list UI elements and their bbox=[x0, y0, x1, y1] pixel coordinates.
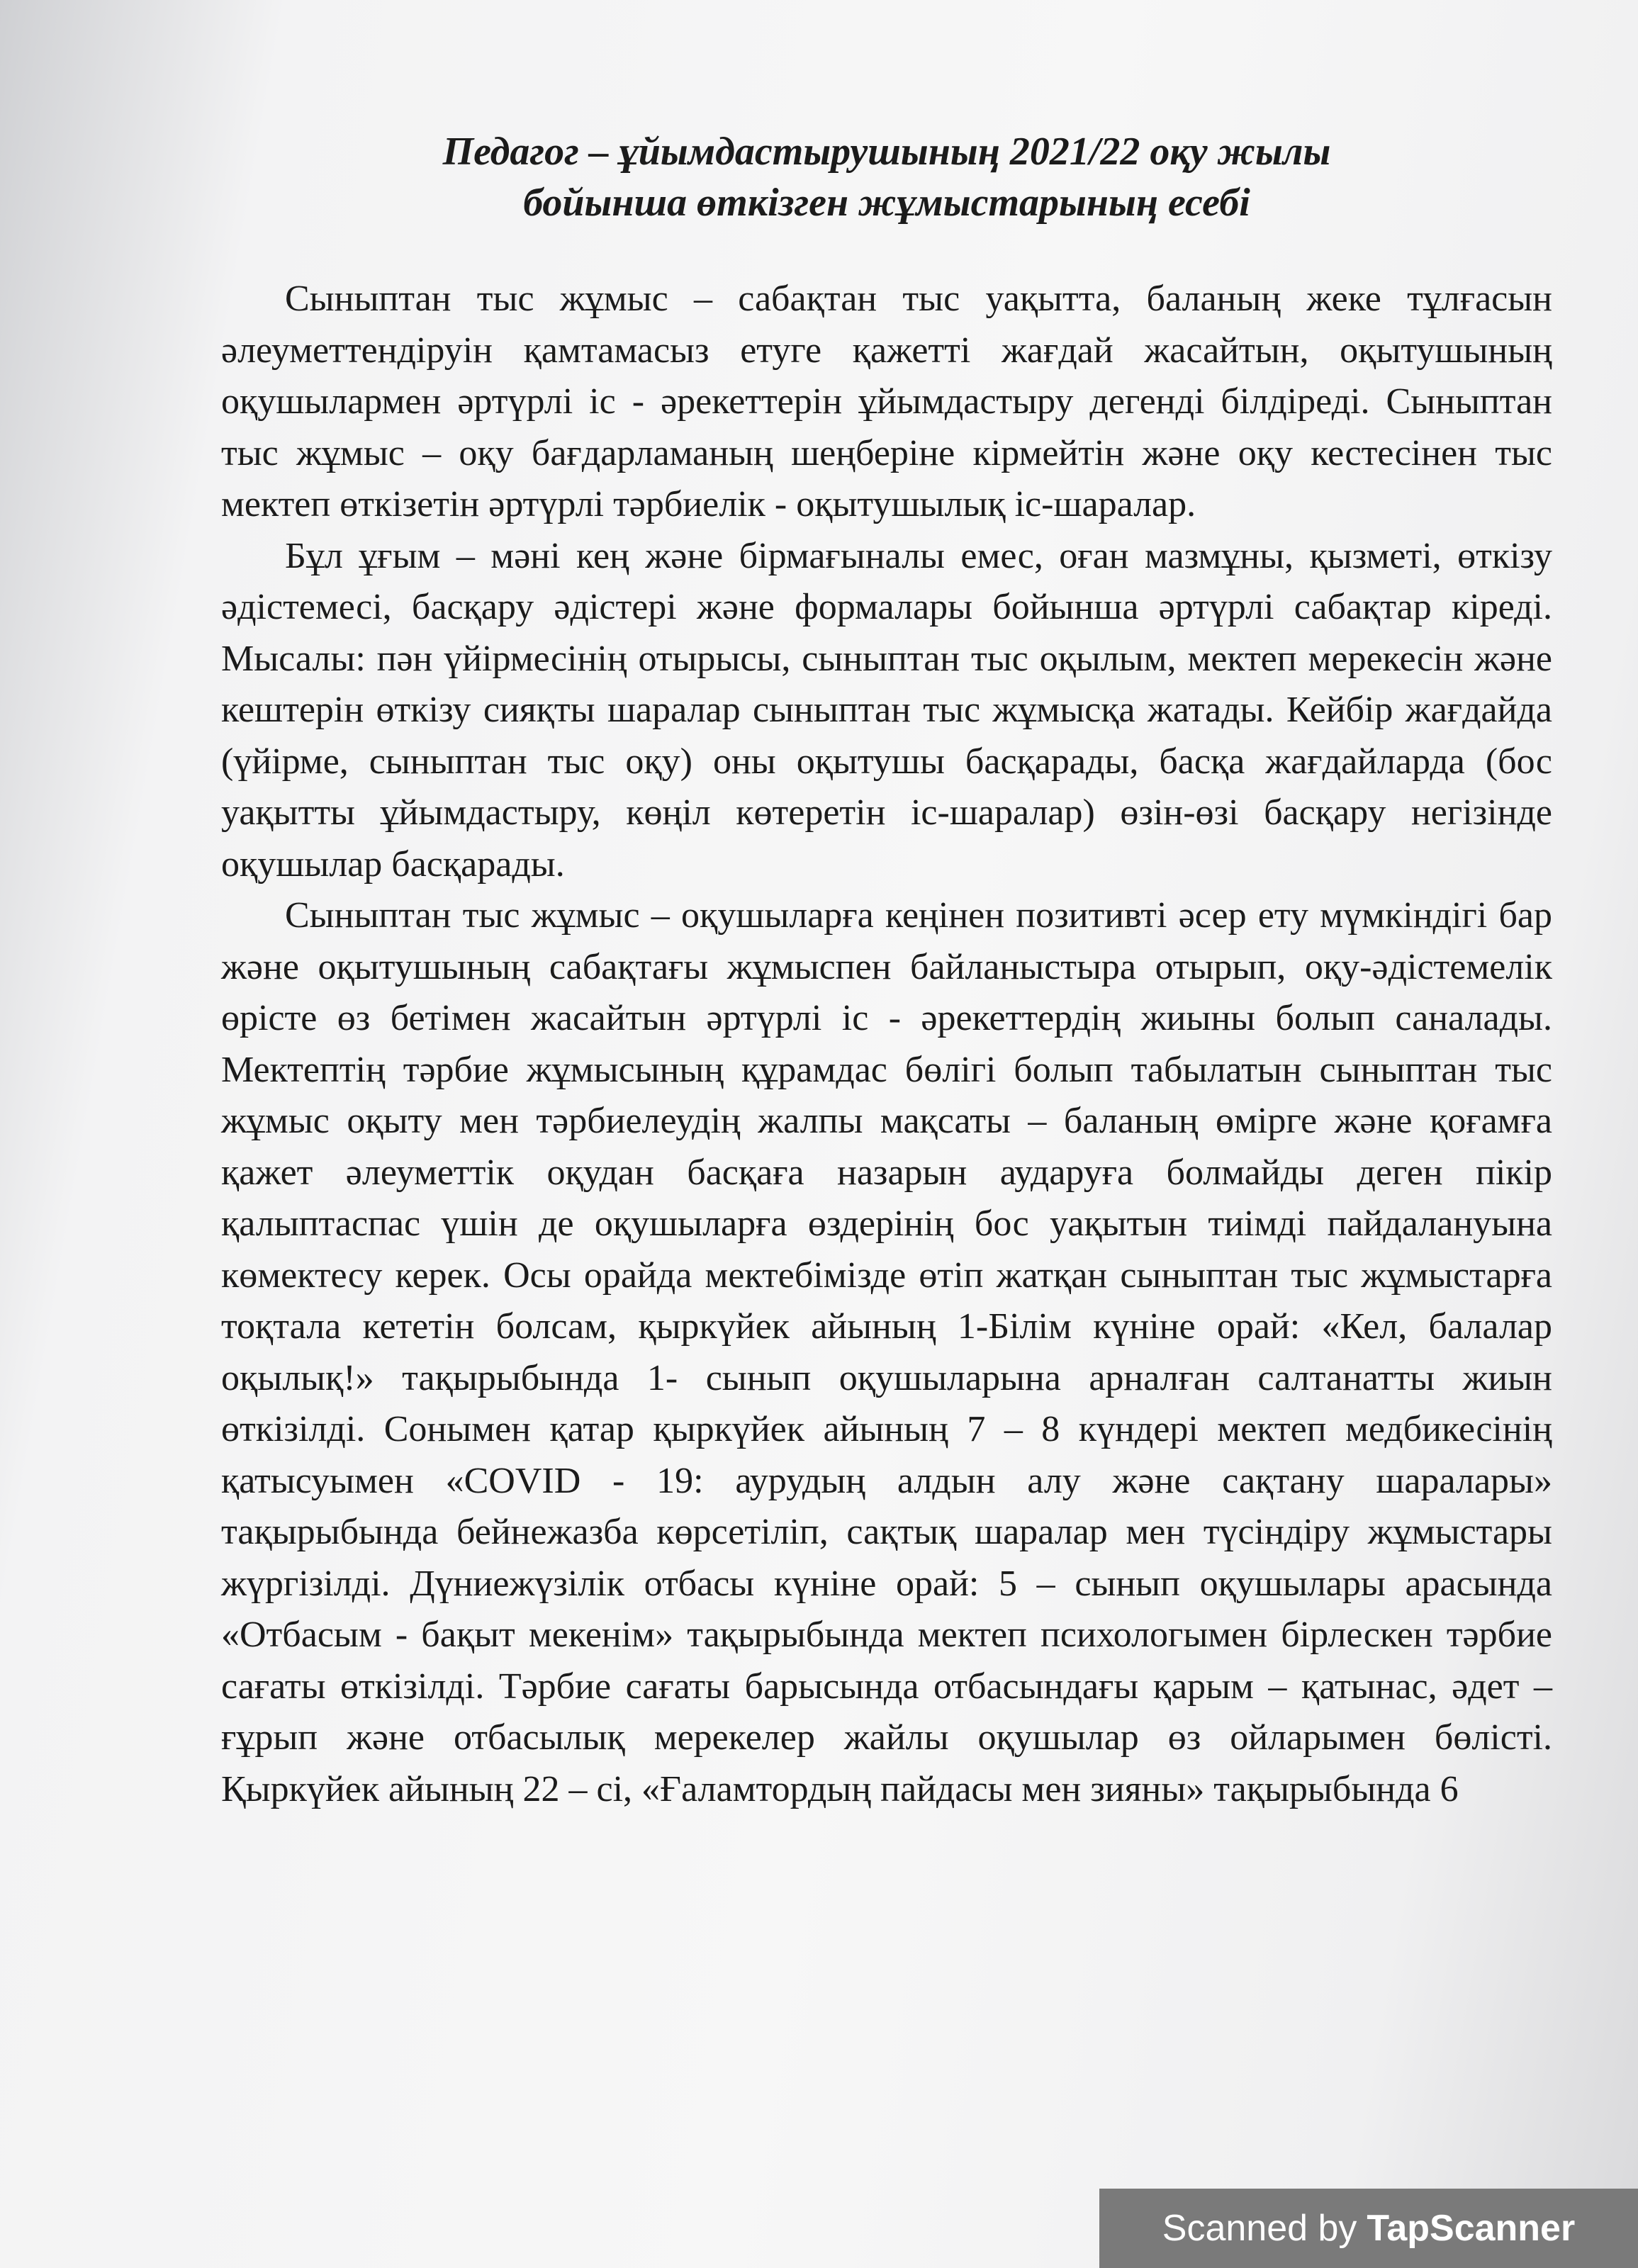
scanner-watermark bbox=[1099, 2189, 1638, 2268]
title-line-1: Педагог – ұйымдастырушының 2021/22 оқу жылы bbox=[442, 130, 1331, 174]
document-title bbox=[221, 126, 1552, 228]
paragraph-1: Сыныптан тыс жұмыс – сабақтан тыс уақытта, баланың жеке тұлғасын әлеуметтендіруін қамтамасыз етуге қажетті жағдай жасайтын, оқытушының оқушылармен әртүрлі іс - әрекеттерін ұйымдастыру дегенді білдіреді. Сыныптан тыс жұмыс – оқу бағдарламаның шеңберіне кірмейтін және оқу кестесінен тыс мектеп өткізетін әртүрлі тәрбиелік - оқытушылық іс-шаралар. bbox=[221, 279, 1552, 524]
document-body bbox=[221, 126, 1552, 1815]
watermark-brand: TapScanner bbox=[1367, 2208, 1576, 2249]
paragraph-2: Бұл ұғым – мәні кең және бірмағыналы емес, оған мазмұны, қызметі, өткізу әдістемесі, басқару әдістері және формалары бойынша әртүрлі сабақтар кіреді. Мысалы: пән үйірмесінің отырысы, сыныптан тыс оқылым, мектеп мерекесін және кештерін өткізу сияқты шаралар сыныптан тыс жұмысқа жатады. Кейбір жағдайда (үйірме, сыныптан тыс оқу) оны оқытушы басқарады, басқа жағдайларда (бос уақытты ұйымдастыру, көңіл көтеретін іс-шаралар) өзін-өзі басқару негізінде оқушылар басқарады. bbox=[221, 535, 1552, 885]
watermark-prefix: Scanned by bbox=[1162, 2208, 1357, 2249]
title-line-2: бойынша өткізген жұмыстарының есебі bbox=[523, 181, 1250, 225]
paragraph-3: Сыныптан тыс жұмыс – оқушыларға кеңінен позитивті әсер ету мүмкіндігі бар және оқытушының сабақтағы жұмыспен байланыстыра отырып, оқу-әдістемелік өрісте өз бетімен жасайтын әртүрлі іс - әрекеттердің жиыны болып саналады. Мектептің тәрбие жұмысының құрамдас бөлігі болып табылатын сыныптан тыс жұмыс оқыту мен тәрбиелеудің жалпы мақсаты – баланың өмірге және қоғамға қажет әлеуметтік оқудан басқаға назарын аударуға болмайды деген пікір қалыптаспас үшін де оқушыларға өздерінің бос уақытын тиімді пайдалануына көмектесу керек. Осы орайда мектебімізде өтіп жатқан сыныптан тыс жұмыстарға тоқтала кететін болсам, қыркүйек айының 1-Білім күніне орай: «Кел, балалар оқылық!» тақырыбында 1- сынып оқушыларына арналған салтанатты жиын өткізілді. Сонымен қатар қыркүйек айының 7 – 8 күндері мектеп медбикесінің қатысуымен «COVID - 19: аурудың алдын алу және сақтану шаралары» тақырыбында бейнежазба көрсетіліп, сақтық шаралар мен түсіндіру жұмыстары жүргізілді. Дүниежүзілік отбасы күніне орай: 5 – сынып оқушылары арасында «Отбасым - бақыт мекенім» тақырыбында мектеп психологымен бірлескен тәрбие сағаты өткізілді. Тәрбие сағаты барысында отбасындағы қарым – қатынас, әдет – ғұрып және отбасылық мерекелер жайлы оқушылар өз ойларымен бөлісті. Қыркүйек айының 22 – сі, «Ғаламтордың пайдасы мен зияны» тақырыбында 6 bbox=[221, 895, 1552, 1809]
